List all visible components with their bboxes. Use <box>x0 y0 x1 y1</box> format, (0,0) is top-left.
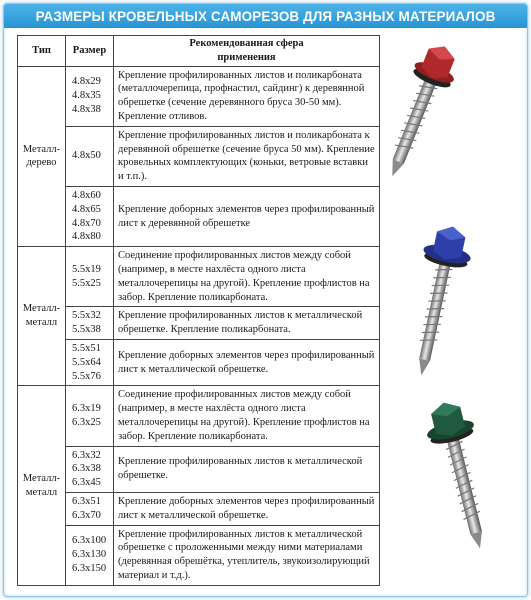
size-value: 4.8x35 <box>72 90 101 102</box>
size-value: 5.5x64 <box>72 356 101 368</box>
size-value: 6.3x38 <box>72 463 101 475</box>
size-value: 6.3x45 <box>72 477 101 489</box>
size-value: 5.5x51 <box>72 342 101 354</box>
size-value: 6.3x32 <box>72 449 101 461</box>
description-cell: Крепление профилированных листов к металлической обрешетке с проложенными между ними материалами (деревянная обрешётка, утеплитель, звукоизолирующий материал и т.д.). <box>114 525 380 585</box>
table-row <box>18 446 380 492</box>
red-screw-image <box>392 38 517 188</box>
size-cell <box>66 492 114 525</box>
table-row <box>18 66 380 126</box>
size-value: 4.8x60 <box>72 189 101 201</box>
type-cell: Металл-металл <box>18 247 66 386</box>
size-value: 5.5x38 <box>72 324 101 336</box>
type-cell: Металл-металл <box>18 386 66 585</box>
size-cell <box>66 446 114 492</box>
green-screw-image <box>400 398 510 558</box>
table-row <box>18 386 380 446</box>
size-value: 6.3x130 <box>72 549 107 561</box>
description-cell: Соединение профилированных листов между собой (например, в месте нахлёста одного листа металлочерепицы на другой). Крепление профлистов на забор. Крепление поликарбоната. <box>114 247 380 307</box>
size-value: 5.5x19 <box>72 263 101 275</box>
size-cell <box>66 247 114 307</box>
header-scope: Рекомендованная сфера применения <box>114 36 380 67</box>
size-cell <box>66 186 114 246</box>
size-value: 5.5x76 <box>72 370 101 382</box>
size-value: 4.8x65 <box>72 203 101 215</box>
screw-size-table <box>17 35 380 586</box>
description-cell: Соединение профилированных листов между собой (например, в месте нахлёста одного листа металлочерепицы на другой). Крепление профлистов на забор. Крепление поликарбоната. <box>114 386 380 446</box>
size-value: 6.3x70 <box>72 509 101 521</box>
description-cell: Крепление доборных элементов через профилированный лист к металлической обрешетке. <box>114 339 380 385</box>
size-value: 4.8x29 <box>72 76 101 88</box>
page-title: РАЗМЕРЫ КРОВЕЛЬНЫХ САМОРЕЗОВ ДЛЯ РАЗНЫХ МАТЕРИАЛОВ <box>4 4 527 28</box>
size-value: 5.5x25 <box>72 277 101 289</box>
size-cell <box>66 525 114 585</box>
size-cell <box>66 307 114 340</box>
size-value: 6.3x51 <box>72 495 101 507</box>
table-row <box>18 186 380 246</box>
description-cell: Крепление доборных элементов через профилированный лист к деревянной обрешетке <box>114 186 380 246</box>
size-value: 6.3x25 <box>72 416 101 428</box>
header-type: Тип <box>18 36 66 67</box>
description-cell: Крепление профилированных листов к металлической обрешетке. <box>114 446 380 492</box>
description-cell: Крепление профилированных листов к металлической обрешетке. Крепление поликарбоната. <box>114 307 380 340</box>
table-row <box>18 525 380 585</box>
size-value: 4.8x70 <box>72 217 101 229</box>
description-cell: Крепление профилированных листов и поликарбоната к деревянной обрешетке (сечение бруса 50 мм). Крепление кровельных комплектующих (коньки, ветровые вставки и т.п.). <box>114 126 380 186</box>
size-value: 6.3x150 <box>72 562 107 574</box>
table-row <box>18 339 380 385</box>
header-size: Размер <box>66 36 114 67</box>
type-cell: Металл-дерево <box>18 66 66 247</box>
size-value: 4.8x38 <box>72 104 101 116</box>
description-cell: Крепление профилированных листов и поликарбоната (металлочерепица, профнастил, сайдинг) к деревянной обрешетке (сечение деревянного бруса 30-50 мм). Крепление отливов. <box>114 66 380 126</box>
size-value: 4.8x50 <box>72 150 101 162</box>
size-value: 6.3x19 <box>72 403 101 415</box>
size-cell <box>66 386 114 446</box>
table-header-row <box>18 36 380 67</box>
description-cell: Крепление доборных элементов через профилированный лист к металлической обрешетке. <box>114 492 380 525</box>
table-row <box>18 307 380 340</box>
size-cell <box>66 339 114 385</box>
size-cell <box>66 66 114 126</box>
size-value: 4.8x80 <box>72 231 101 243</box>
table-row <box>18 247 380 307</box>
table-row <box>18 492 380 525</box>
size-cell <box>66 126 114 186</box>
size-value: 6.3x100 <box>72 535 107 547</box>
table-row <box>18 126 380 186</box>
blue-screw-image <box>402 222 502 382</box>
size-value: 5.5x32 <box>72 310 101 322</box>
